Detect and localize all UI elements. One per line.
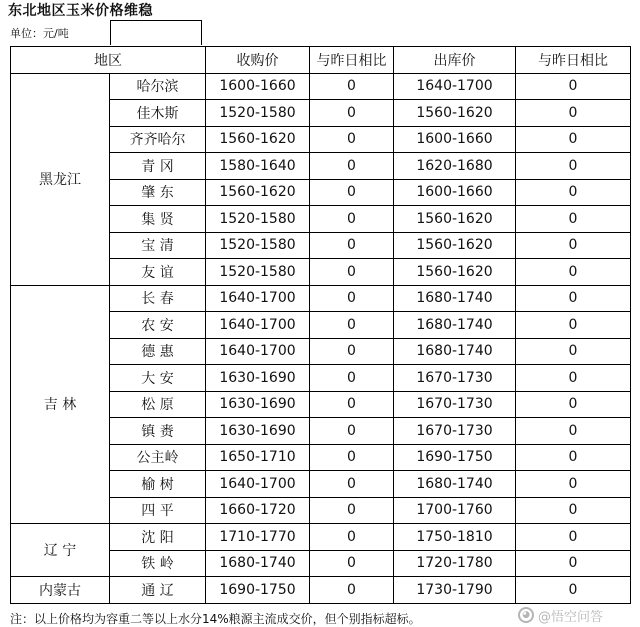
table-header-row [11, 47, 631, 74]
city-cell: 榆 树 [110, 471, 206, 498]
city-cell: 宝 清 [110, 232, 206, 259]
purchase-change-cell: 0 [310, 73, 394, 100]
price-table [10, 46, 631, 604]
outbound-price-cell: 1690-1750 [394, 444, 516, 471]
city-cell: 哈尔滨 [110, 73, 206, 100]
purchase-change-cell: 0 [310, 285, 394, 312]
city-cell: 肇 东 [110, 179, 206, 206]
outbound-change-cell: 0 [516, 153, 631, 180]
purchase-change-cell: 0 [310, 232, 394, 259]
table-row [11, 285, 631, 312]
city-cell: 农 安 [110, 312, 206, 339]
outbound-price-cell: 1670-1730 [394, 391, 516, 418]
watermark-text: @悟空问答 [538, 609, 604, 625]
outbound-change-cell: 0 [516, 418, 631, 445]
outbound-price-cell: 1750-1810 [394, 524, 516, 551]
city-cell: 公主岭 [110, 444, 206, 471]
outbound-price-cell: 1680-1740 [394, 285, 516, 312]
outbound-change-cell: 0 [516, 524, 631, 551]
header-region: 地区 [11, 47, 206, 74]
purchase-change-cell: 0 [310, 126, 394, 153]
province-cell: 黑龙江 [11, 73, 110, 285]
purchase-change-cell: 0 [310, 391, 394, 418]
unit-box [110, 20, 202, 45]
city-cell: 通 辽 [110, 577, 206, 604]
purchase-price-cell: 1630-1690 [206, 391, 310, 418]
city-cell: 集 贤 [110, 206, 206, 233]
header-purchase: 收购价 [206, 47, 310, 74]
purchase-price-cell: 1520-1580 [206, 259, 310, 286]
purchase-price-cell: 1560-1620 [206, 179, 310, 206]
table-body [11, 73, 631, 603]
outbound-price-cell: 1620-1680 [394, 153, 516, 180]
purchase-price-cell: 1580-1640 [206, 153, 310, 180]
purchase-change-cell: 0 [310, 259, 394, 286]
outbound-change-cell: 0 [516, 338, 631, 365]
city-cell: 四 平 [110, 497, 206, 524]
outbound-change-cell: 0 [516, 126, 631, 153]
outbound-change-cell: 0 [516, 259, 631, 286]
outbound-price-cell: 1600-1660 [394, 179, 516, 206]
province-cell: 内蒙古 [11, 577, 110, 604]
purchase-price-cell: 1640-1700 [206, 338, 310, 365]
city-cell: 齐齐哈尔 [110, 126, 206, 153]
purchase-price-cell: 1520-1580 [206, 206, 310, 233]
outbound-price-cell: 1560-1620 [394, 259, 516, 286]
outbound-price-cell: 1560-1620 [394, 100, 516, 127]
outbound-change-cell: 0 [516, 471, 631, 498]
header-purchase-change: 与昨日相比 [310, 47, 394, 74]
purchase-change-cell: 0 [310, 524, 394, 551]
purchase-price-cell: 1520-1580 [206, 232, 310, 259]
city-cell: 青 冈 [110, 153, 206, 180]
outbound-change-cell: 0 [516, 577, 631, 604]
outbound-change-cell: 0 [516, 550, 631, 577]
city-cell: 德 惠 [110, 338, 206, 365]
city-cell: 佳木斯 [110, 100, 206, 127]
outbound-change-cell: 0 [516, 391, 631, 418]
watermark [518, 604, 638, 626]
wukong-logo-icon: ◕ [518, 607, 534, 623]
header-outbound: 出库价 [394, 47, 516, 74]
city-cell: 镇 赉 [110, 418, 206, 445]
purchase-change-cell: 0 [310, 550, 394, 577]
purchase-price-cell: 1640-1700 [206, 312, 310, 339]
outbound-price-cell: 1680-1740 [394, 471, 516, 498]
outbound-change-cell: 0 [516, 365, 631, 392]
unit-label: 单位：元/吨 [10, 27, 69, 40]
outbound-change-cell: 0 [516, 179, 631, 206]
outbound-price-cell: 1600-1660 [394, 126, 516, 153]
outbound-price-cell: 1640-1700 [394, 73, 516, 100]
purchase-change-cell: 0 [310, 418, 394, 445]
purchase-change-cell: 0 [310, 444, 394, 471]
outbound-price-cell: 1700-1760 [394, 497, 516, 524]
city-cell: 大 安 [110, 365, 206, 392]
purchase-price-cell: 1660-1720 [206, 497, 310, 524]
outbound-change-cell: 0 [516, 312, 631, 339]
outbound-price-cell: 1720-1780 [394, 550, 516, 577]
city-cell: 松 原 [110, 391, 206, 418]
purchase-change-cell: 0 [310, 365, 394, 392]
outbound-price-cell: 1670-1730 [394, 418, 516, 445]
outbound-change-cell: 0 [516, 100, 631, 127]
purchase-change-cell: 0 [310, 312, 394, 339]
footnote: 注：以上价格均为容重二等以上水分14%粮源主流成交价，但个别指标超标。 [10, 612, 421, 626]
table-row [11, 73, 631, 100]
purchase-change-cell: 0 [310, 577, 394, 604]
outbound-change-cell: 0 [516, 206, 631, 233]
table-row [11, 524, 631, 551]
purchase-change-cell: 0 [310, 100, 394, 127]
outbound-change-cell: 0 [516, 73, 631, 100]
city-cell: 友 谊 [110, 259, 206, 286]
purchase-price-cell: 1680-1740 [206, 550, 310, 577]
province-cell: 辽 宁 [11, 524, 110, 577]
purchase-price-cell: 1650-1710 [206, 444, 310, 471]
outbound-change-cell: 0 [516, 444, 631, 471]
outbound-price-cell: 1670-1730 [394, 365, 516, 392]
table-row [11, 577, 631, 604]
purchase-price-cell: 1630-1690 [206, 365, 310, 392]
city-cell: 铁 岭 [110, 550, 206, 577]
outbound-change-cell: 0 [516, 497, 631, 524]
outbound-price-cell: 1560-1620 [394, 232, 516, 259]
header-outbound-change: 与昨日相比 [516, 47, 631, 74]
outbound-price-cell: 1680-1740 [394, 338, 516, 365]
purchase-price-cell: 1640-1700 [206, 285, 310, 312]
outbound-price-cell: 1560-1620 [394, 206, 516, 233]
purchase-change-cell: 0 [310, 153, 394, 180]
outbound-price-cell: 1680-1740 [394, 312, 516, 339]
city-cell: 长 春 [110, 285, 206, 312]
outbound-change-cell: 0 [516, 285, 631, 312]
purchase-change-cell: 0 [310, 179, 394, 206]
purchase-price-cell: 1560-1620 [206, 126, 310, 153]
outbound-change-cell: 0 [516, 232, 631, 259]
purchase-change-cell: 0 [310, 338, 394, 365]
purchase-price-cell: 1640-1700 [206, 471, 310, 498]
purchase-change-cell: 0 [310, 497, 394, 524]
purchase-price-cell: 1710-1770 [206, 524, 310, 551]
outbound-price-cell: 1730-1790 [394, 577, 516, 604]
purchase-change-cell: 0 [310, 206, 394, 233]
purchase-price-cell: 1520-1580 [206, 100, 310, 127]
province-cell: 吉 林 [11, 285, 110, 524]
purchase-price-cell: 1690-1750 [206, 577, 310, 604]
page-title: 东北地区玉米价格维稳 [8, 3, 153, 19]
purchase-price-cell: 1630-1690 [206, 418, 310, 445]
purchase-price-cell: 1600-1660 [206, 73, 310, 100]
city-cell: 沈 阳 [110, 524, 206, 551]
purchase-change-cell: 0 [310, 471, 394, 498]
